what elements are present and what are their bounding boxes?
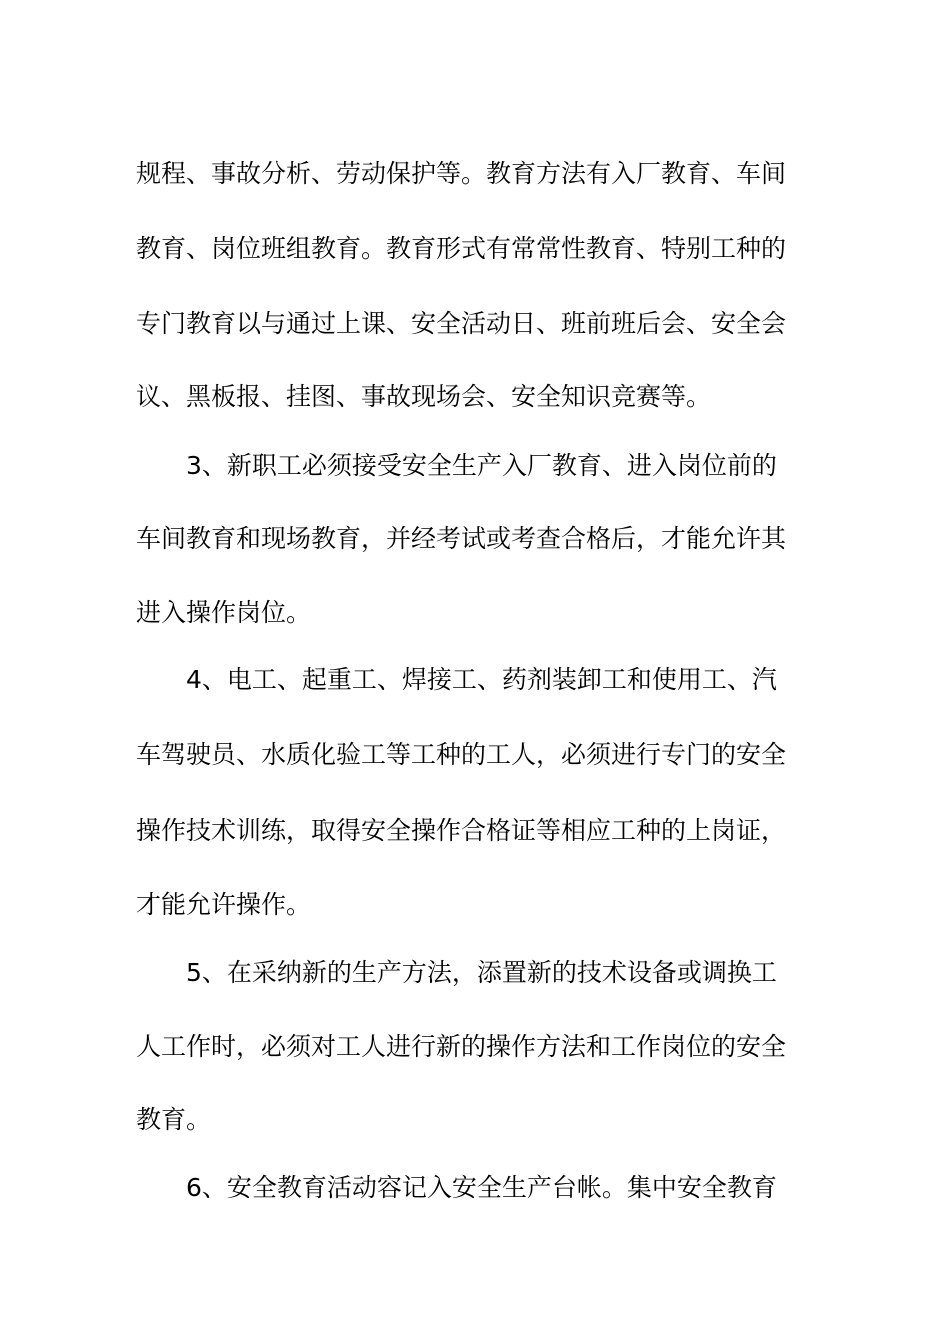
paragraph-3-line-1: 3、新职工必须接受安全生产入厂教育、进入岗位前的 <box>186 451 777 480</box>
paragraph-5-line-3: 教育。 <box>136 1105 212 1134</box>
paragraph-4-line-3: 操作技术训练，取得安全操作合格证等相应工种的上岗证， <box>136 816 787 845</box>
paragraph-3-line-2: 车间教育和现场教育，并经考试或考查合格后，才能允许其 <box>136 524 787 553</box>
paragraph-4-line-4: 才能允许操作。 <box>136 890 312 919</box>
paragraph-5-line-2: 人工作时，必须对工人进行新的操作方法和工作岗位的安全 <box>136 1032 787 1061</box>
text-line-2: 教育、岗位班组教育。教育形式有常常性教育、特别工种的 <box>136 234 787 263</box>
text-line-4: 议、黑板报、挂图、事故现场会、安全知识竞赛等。 <box>136 382 712 411</box>
text-line-3: 专门教育以与通过上课、安全活动日、班前班后会、安全会 <box>136 309 787 338</box>
text-line-1: 规程、事故分析、劳动保护等。教育方法有入厂教育、车间 <box>136 159 787 188</box>
paragraph-5-line-1: 5、在采纳新的生产方法，添置新的技术设备或调换工 <box>186 958 777 987</box>
paragraph-4-line-2: 车驾驶员、水质化验工等工种的工人，必须进行专门的安全 <box>136 740 787 769</box>
paragraph-6-line-1: 6、安全教育活动容记入安全生产台帐。集中安全教育 <box>186 1173 777 1202</box>
paragraph-4-line-1: 4、电工、起重工、焊接工、药剂装卸工和使用工、汽 <box>186 665 777 694</box>
paragraph-3-line-3: 进入操作岗位。 <box>136 598 312 627</box>
